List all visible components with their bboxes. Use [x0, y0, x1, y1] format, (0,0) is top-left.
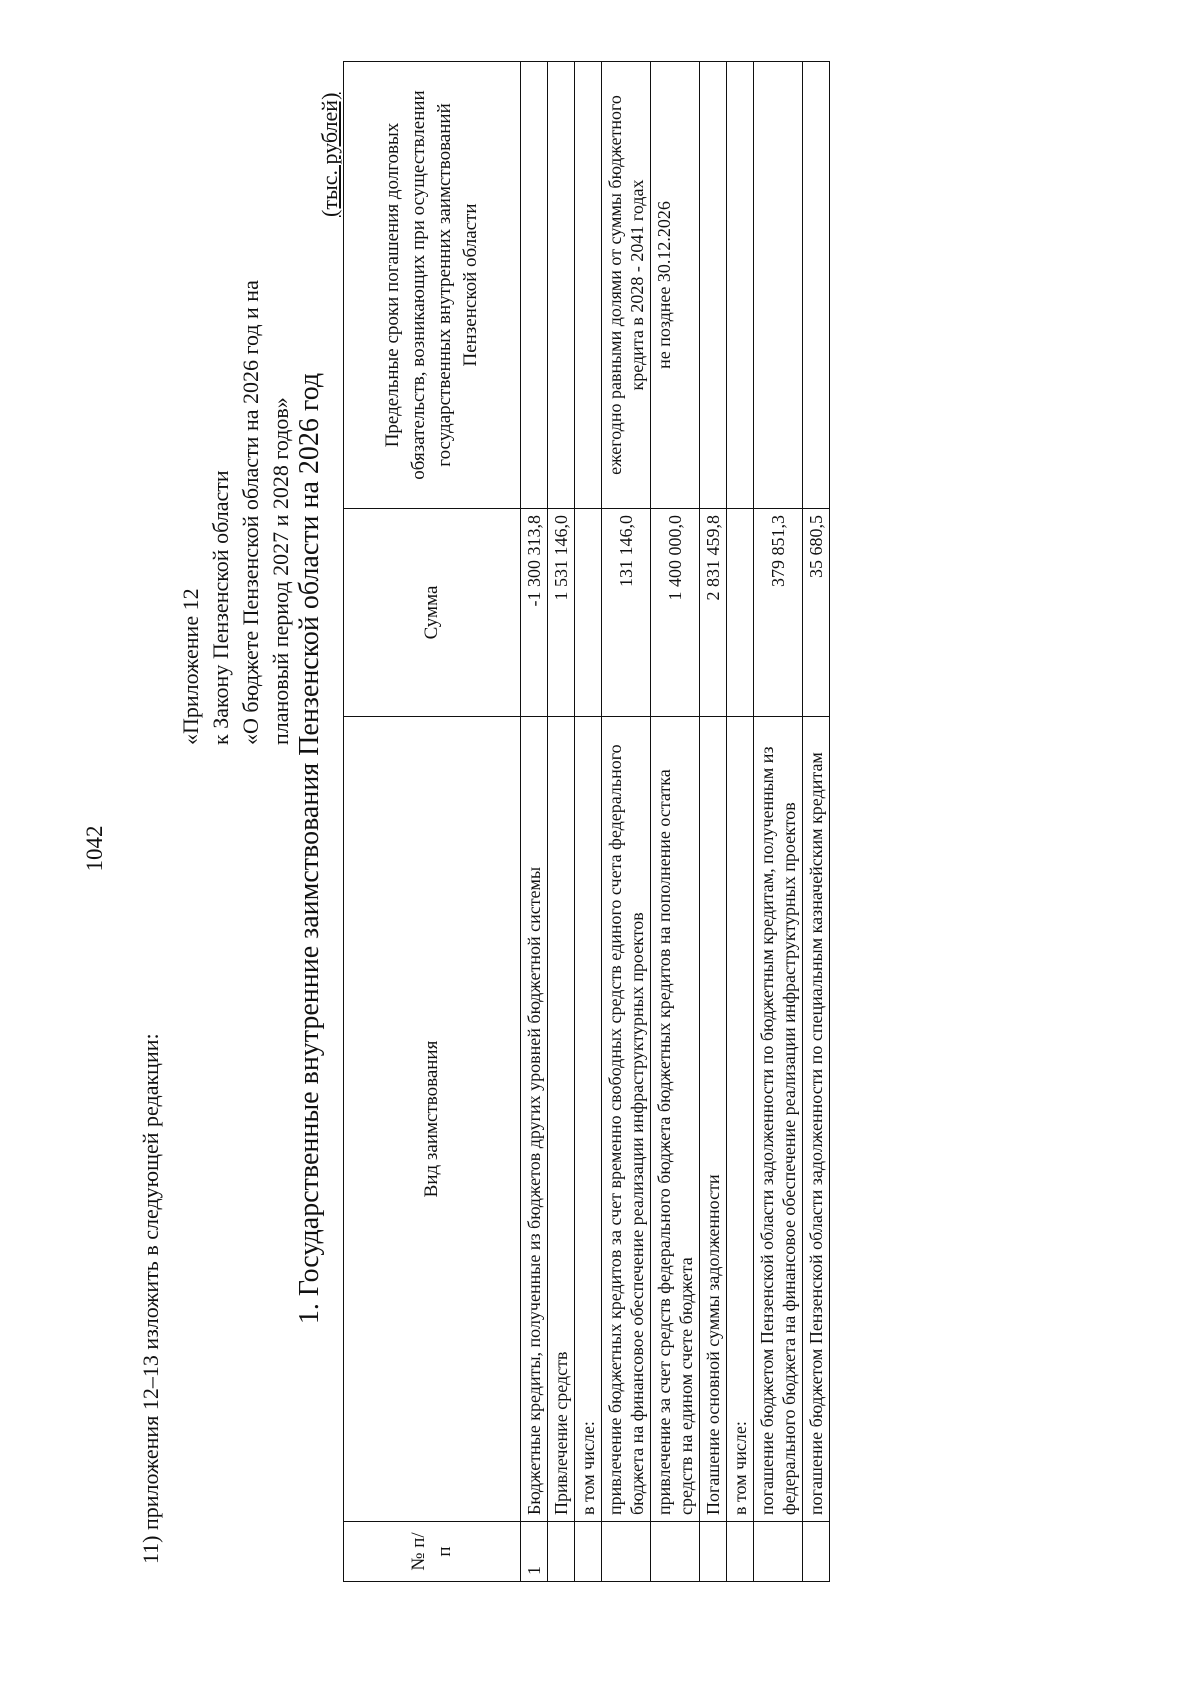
- section-title: 1. Государственные внутренние заимствования Пензенской области на 2026 год: [294, 372, 325, 1325]
- cell-no: [754, 1522, 803, 1582]
- header-type: Вид заимствования: [344, 717, 521, 1522]
- appendix-reference: [176, 65, 296, 745]
- table-row: [575, 62, 602, 1582]
- cell-no: [803, 1522, 830, 1582]
- table-row: [727, 62, 754, 1582]
- cell-no: [727, 1522, 754, 1582]
- table-row: [602, 62, 651, 1582]
- cell-term: [727, 62, 754, 509]
- cell-sum: 379 851,3: [754, 509, 803, 717]
- cell-no: [651, 1522, 700, 1582]
- header-sum: Сумма: [344, 509, 521, 717]
- cell-type: привлечение бюджетных кредитов за счет временно свободных средств единого счета федерального бюджета на финансовое обеспечение реализации инфраструктурных проектов: [602, 717, 651, 1522]
- cell-sum: 1 400 000,0: [651, 509, 700, 717]
- cell-sum: -1 300 313,8: [521, 509, 548, 717]
- cell-sum: [575, 509, 602, 717]
- appendix-line-2: к Закону Пензенской области: [208, 470, 233, 745]
- cell-no: [575, 1522, 602, 1582]
- units-label: (тыс. рублей): [317, 92, 342, 217]
- cell-term: [548, 62, 575, 509]
- appendix-line-3: «О бюджете Пензенской области на 2026 год и на: [238, 280, 263, 745]
- cell-sum: 35 680,5: [803, 509, 830, 717]
- cell-no: [548, 1522, 575, 1582]
- appendix-line-4: плановый период 2027 и 2028 годов»: [268, 397, 293, 745]
- cell-type: привлечение за счет средств федерального бюджета бюджетных кредитов на пополнение остатка средств на едином счете бюджета: [651, 717, 700, 1522]
- intro-text: 11) приложения 12–13 изложить в следующей редакции:: [138, 1033, 163, 1564]
- cell-type: в том числе:: [727, 717, 754, 1522]
- cell-term: [521, 62, 548, 509]
- table-row: [521, 62, 548, 1582]
- table-row: [700, 62, 727, 1582]
- cell-type: погашение бюджетом Пензенской области задолженности по бюджетным кредитам, полученным из федерального бюджета на финансовое обеспечение реализации инфраструктурных проектов: [754, 717, 803, 1522]
- cell-sum: [727, 509, 754, 717]
- cell-type: Бюджетные кредиты, полученные из бюджетов других уровней бюджетной системы: [521, 717, 548, 1522]
- table-row: [651, 62, 700, 1582]
- header-no: № п/п: [344, 1522, 521, 1582]
- cell-sum: 2 831 459,8: [700, 509, 727, 717]
- cell-type: Погашение основной суммы задолженности: [700, 717, 727, 1522]
- cell-no: [602, 1522, 651, 1582]
- header-term: Предельные сроки погашения долговых обязательств, возникающих при осуществлении государственных внутренних заимствований Пензенской области: [344, 62, 521, 509]
- cell-type: погашение бюджетом Пензенской области задолженности по специальным казначейским кредитам: [803, 717, 830, 1522]
- cell-term: ежегодно равными долями от суммы бюджетного кредита в 2028 - 2041 годах: [602, 62, 651, 509]
- cell-sum: 131 146,0: [602, 509, 651, 717]
- table-row: [803, 62, 830, 1582]
- table-row: [548, 62, 575, 1582]
- cell-term: не позднее 30.12.2026: [651, 62, 700, 509]
- cell-sum: 1 531 146,0: [548, 509, 575, 717]
- cell-term: [754, 62, 803, 509]
- table-body: [521, 62, 830, 1582]
- cell-no: [700, 1522, 727, 1582]
- table-header-row: [344, 62, 521, 1582]
- cell-type: в том числе:: [575, 717, 602, 1522]
- cell-term: [575, 62, 602, 509]
- appendix-line-1: «Приложение 12: [178, 588, 203, 745]
- page-number: 1042: [82, 825, 107, 872]
- cell-term: [803, 62, 830, 509]
- cell-no: 1: [521, 1522, 548, 1582]
- cell-term: [700, 62, 727, 509]
- cell-type: Привлечение средств: [548, 717, 575, 1522]
- borrowings-table: [343, 61, 830, 1582]
- table-row: [754, 62, 803, 1582]
